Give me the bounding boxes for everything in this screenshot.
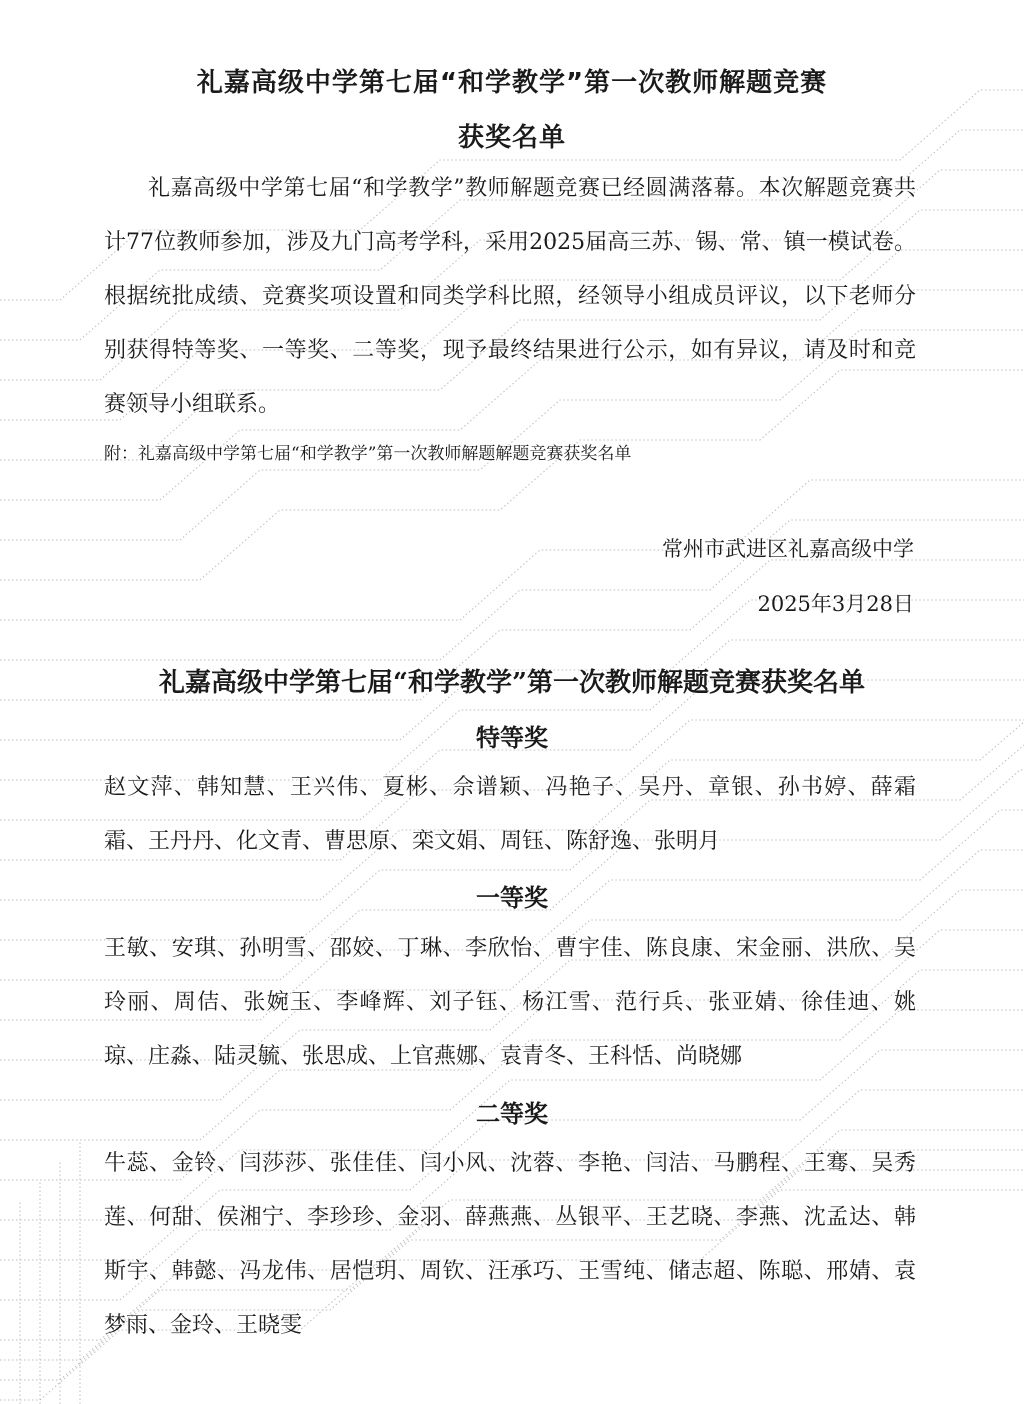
second-award-heading: 二等奖 bbox=[476, 1099, 548, 1128]
award-list-title: 礼嘉高级中学第七届“和学教学”第一次教师解题竞赛获奖名单 bbox=[159, 668, 865, 698]
document-subtitle: 获奖名单 bbox=[457, 123, 566, 153]
signature-organization: 常州市武进区礼嘉高级中学 bbox=[662, 537, 914, 561]
special-award-names: 赵文萍、韩知慧、王兴伟、夏彬、佘谱颖、冯艳子、吴丹、章银、孙书婷、薛霜霜、王丹丹、化文青、曹思原、栾文娟、周钰、陈舒逸、张明月 bbox=[104, 775, 916, 854]
second-award-names: 牛蕊、金铃、闫莎莎、张佳佳、闫小风、沈蓉、李艳、闫洁、马鹏程、王骞、吴秀莲、何甜、侯湘宁、李珍珍、金羽、薛燕燕、丛银平、王艺晓、李燕、沈孟达、韩斯宇、韩懿、冯龙伟、居恺玥、周钦、汪承巧、王雪纯、储志超、陈聪、邢婧、袁梦雨、金玲、王晓雯 bbox=[104, 1151, 916, 1338]
special-award-heading: 特等奖 bbox=[476, 723, 548, 752]
first-award-names: 王敏、安琪、孙明雪、邵姣、丁琳、李欣怡、曹宇佳、陈良康、宋金丽、洪欣、吴玲丽、周佶、张婉玉、李峰辉、刘子钰、杨江雪、范行兵、张亚婧、徐佳迪、姚琼、庄淼、陆灵毓、张思成、上官燕娜、袁青冬、王科恬、尚晓娜 bbox=[104, 936, 916, 1069]
intro-paragraph: 礼嘉高级中学第七届“和学教学”教师解题竞赛已经圆满落幕。本次解题竞赛共计77位教师参加，涉及九门高考学科，采用2025届高三苏、锡、常、镇一模试卷。根据统批成绩、竞赛奖项设置和同类学科比照，经领导小组成员评议，以下老师分别获得特等奖、一等奖、二等奖，现予最终结果进行公示，如有异议，请及时和竞赛领导小组联系。 bbox=[104, 176, 916, 417]
attachment-note: 附：礼嘉高级中学第七届“和学教学”第一次教师解题解题竞赛获奖名单 bbox=[104, 444, 632, 464]
signature-date: 2025年3月28日 bbox=[757, 592, 914, 616]
first-award-heading: 一等奖 bbox=[476, 883, 548, 912]
document-title: 礼嘉高级中学第七届“和学教学”第一次教师解题竞赛 bbox=[196, 68, 828, 98]
